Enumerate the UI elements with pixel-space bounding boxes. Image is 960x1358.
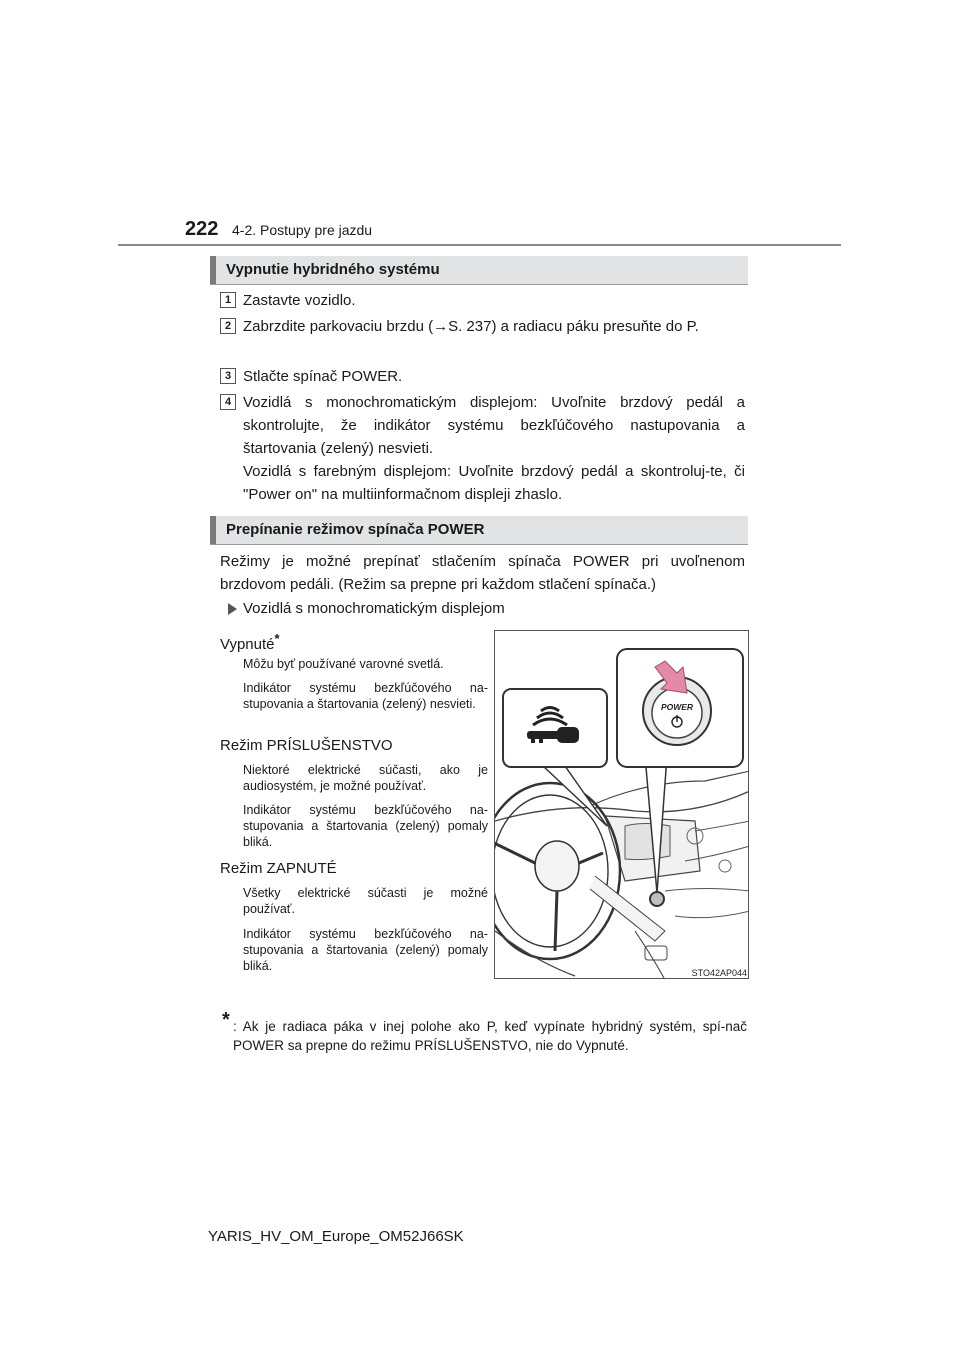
section-heading-shutdown <box>210 256 748 285</box>
mode-acc-note-1: Niektoré elektrické súčasti, ako je audiosystém, je možné používať. <box>243 763 488 793</box>
mode-off-note-1: Môžu byť používané varovné svetlá. <box>243 657 444 671</box>
bullet-triangle-icon <box>228 603 237 615</box>
svg-text:POWER: POWER <box>660 702 694 712</box>
modes-subhead: Vozidlá s monochromatickým displejom <box>243 600 505 617</box>
step-text-2: Zabrzdite parkovaciu brzdu (→S. 237) a radiacu páku presuňte do P. <box>243 318 699 335</box>
power-switch-illustration <box>494 630 749 979</box>
mode-on-note-2: Indikátor systému bezkľúčového na-stupovania a štartovania (zelený) pomaly bliká. <box>243 927 488 973</box>
step-text-4: Vozidlá s monochromatickým displejom: Uvoľnite brzdový pedál a skontrolujte, že indikátor systému bezkľúčového nastupovania a štartovania (zelený) nesvieti. <box>243 394 745 457</box>
mode-off-note-2: Indikátor systému bezkľúčového na-stupovania a štartovania (zelený) nesvieti. <box>243 681 488 711</box>
mode-label-on: Režim ZAPNUTÉ <box>220 860 337 877</box>
step-number-4: 4 <box>220 394 236 410</box>
section-heading-modes <box>210 516 748 545</box>
page-number: 222 <box>185 218 219 240</box>
step-text-1: Zastavte vozidlo. <box>243 292 356 309</box>
step-number-3: 3 <box>220 368 236 384</box>
modes-intro: Režimy je možné prepínať stlačením spínača POWER pri uvoľnenom brzdovom pedáli. (Režim sa prepne pri každom stlačení spínača.) <box>220 553 745 593</box>
step-text-3: Stlačte spínač POWER. <box>243 368 403 385</box>
step-number-1: 1 <box>220 292 236 308</box>
footnote-star: * <box>222 1009 230 1031</box>
header-divider <box>118 244 841 246</box>
mode-label-accessory: Režim PRÍSLUŠENSTVO <box>220 737 393 754</box>
heading-bar <box>210 516 216 544</box>
chapter-title: 4-2. Postupy pre jazdu <box>232 222 373 238</box>
step-text-4-color-display: Vozidlá s farebným displejom: Uvoľnite brzdový pedál a skontroluj-te, či "Power on" na multiinformačnom displeji zhaslo. <box>243 463 745 503</box>
heading-bar <box>210 256 216 284</box>
section-title: Prepínanie režimov spínača POWER <box>226 521 485 538</box>
document-code: YARIS_HV_OM_Europe_OM52J66SK <box>208 1228 464 1245</box>
section-title: Vypnutie hybridného systému <box>226 261 440 278</box>
mode-acc-note-2: Indikátor systému bezkľúčového na-stupovania a štartovania (zelený) pomaly bliká. <box>243 803 488 849</box>
step-number-2: 2 <box>220 318 236 334</box>
footnote-text: : Ak je radiaca páka v inej polohe ako P, keď vypínate hybridný systém, spí-nač POWER sa prepne do režimu PRÍSLUŠENSTVO, nie do Vypnuté. <box>233 1019 747 1053</box>
mode-label-off: Vypnuté* <box>220 631 280 653</box>
figure-code: STO42AP044 <box>691 968 747 978</box>
mode-on-note-1: Všetky elektrické súčasti je možné používať. <box>243 886 488 916</box>
